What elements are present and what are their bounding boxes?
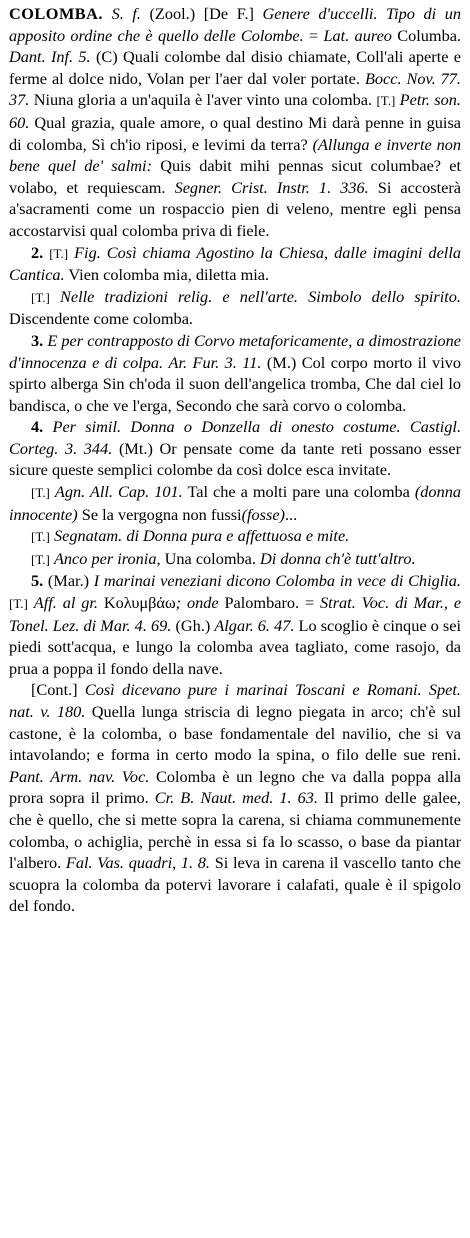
- quotation: Qual grazia, quale amore, o qual destino Mi darà penne in guisa di colomba, Sì ch'io riposi, e levimi da terra?: [9, 112, 462, 154]
- citation: Cr. B. Naut. med. 1. 63.: [154, 788, 318, 808]
- quotation: Discendente come colomba.: [9, 309, 193, 329]
- definition: Genere d'uccelli. Tipo di un apposito ordine che è quello delle Colombe.: [9, 4, 461, 45]
- citation: Dant. Inf. 5.: [9, 47, 91, 67]
- quotation: Si accosterà a'sacramenti come un rospaccio pien di veleno, mentre egli pensa accostarvisi qual colomba priva di fiele.: [9, 177, 461, 240]
- usage-label: Fig.: [74, 242, 101, 262]
- source-ref: [De F.]: [203, 4, 254, 23]
- citation: Strat. Voc. di Mar., e Tonel. Lez. di Mar. 4. 69.: [9, 593, 462, 635]
- domain-label: (Mar.): [47, 571, 90, 591]
- citation-tag: [T.]: [376, 93, 396, 109]
- gloss: (fosse): [241, 504, 285, 524]
- sense-4: [9, 416, 461, 481]
- quotation: Quella lunga striscia di legno piegata in arco; ch'è sul castone, è la colomba, o base fondamentale del navilio, che si va intavolando; e forma in certo modo la spina, o filo delle sue reni.: [9, 702, 461, 765]
- grammar-label: S. f.: [111, 4, 141, 23]
- sense-number: 3.: [31, 330, 44, 350]
- definition: I marinai veneziani dicono Colomba in vece di Chiglia.: [93, 571, 461, 591]
- quotation: Vien colomba mia, diletta mia.: [68, 265, 270, 285]
- latin-word: Columba.: [397, 25, 461, 45]
- sense-5: [9, 570, 461, 679]
- citation-tag: [T.]: [49, 245, 69, 261]
- citation: Segner. Crist. Instr. 1. 336.: [174, 177, 369, 197]
- sense-number: 4.: [31, 417, 44, 437]
- citation-tag: (M.): [266, 352, 297, 372]
- quotation: Lo scoglio è cinque o sei piedi sott'acqua, e lungo la colomba avea tagliato, come rasojo, da prua a poppa il fondo della nave.: [9, 615, 461, 678]
- sense-2: [9, 242, 461, 286]
- sense-number: 5.: [31, 571, 44, 591]
- headword: COLOMBA.: [9, 4, 104, 23]
- related-word: Palombaro.: [224, 593, 300, 613]
- equals-sign: =: [309, 25, 319, 45]
- citation: Spet. nat. v. 180.: [9, 680, 461, 721]
- quotation: Colomba è un legno che va dalla poppa alla prora sopra il primo.: [9, 766, 462, 808]
- citation-tag: [T.]: [9, 596, 28, 612]
- quotation: Or pensate come da tante reti possano esser sicure queste semplici colombe da così dolce esca invitate.: [9, 438, 461, 480]
- citation: Petr. son. 60.: [9, 90, 461, 132]
- citation-tag: [T.]: [31, 551, 50, 567]
- gloss: (donna innocente): [9, 482, 461, 524]
- definition: Per simil. Donna o Donzella di onesto costume.: [52, 417, 401, 437]
- latin-label: Lat. aureo: [323, 25, 392, 45]
- citation: Pant. Arm. nav. Voc.: [9, 766, 150, 786]
- greek-word: Κολυμβάω: [103, 593, 176, 613]
- definition: Così chiama Agostino la Chiesa, dalle imagini della Cantica.: [9, 242, 461, 285]
- citation-tag: [T.]: [31, 529, 50, 545]
- quotation: Il primo delle galee, che è quello, che si mette sopra la carena, si chiama communemente colomba, o achiglia, perchè in essa si fa lo scasso, o base da piantar l'albero.: [9, 788, 461, 873]
- definition: Di donna ch'è tutt'altro.: [260, 548, 416, 568]
- citation: Castigl. Corteg. 3. 344.: [9, 417, 462, 458]
- definition: Anco per ironia,: [53, 548, 161, 568]
- sense-2-sub: [9, 286, 461, 330]
- citation: Bocc. Nov. 77. 37.: [9, 68, 461, 110]
- sense-number: 2.: [31, 242, 44, 262]
- quotation: Una colomba.: [164, 548, 256, 568]
- ellipsis: ...: [284, 504, 298, 524]
- citation-tag: (Mt.): [118, 438, 153, 458]
- citation: Agn. All. Cap. 101.: [54, 482, 183, 502]
- sense-4-sub-a: [9, 481, 461, 525]
- domain-label: (Zool.): [149, 4, 196, 23]
- definition: Nelle tradizioni relig. e nell'arte. Simbolo dello spirito.: [60, 286, 461, 306]
- etymology: Aff. al gr.: [33, 593, 98, 613]
- definition: Così dicevano pure i marinai Toscani e Romani.: [84, 680, 422, 700]
- quotation: Tal che a molti pare una colomba: [187, 482, 410, 502]
- sense-4-sub-c: [9, 548, 461, 571]
- quotation: Se la vergogna non fussi: [81, 504, 242, 524]
- sense-5-continued: [9, 679, 461, 917]
- definition: Segnatam. di Donna pura e affettuosa e mite.: [53, 526, 350, 546]
- quotation: Niuna gloria a un'aquila è l'aver vinto una colomba.: [33, 90, 373, 110]
- quotation: Si leva in carena il vascello tanto che scuopra la colomba da potervi lavorare i calafati, quale è il spigolo del fondo.: [9, 853, 461, 916]
- citation-tag: [T.]: [31, 289, 50, 305]
- citation-tag: (Gh.): [175, 615, 211, 635]
- citation-tag: (C): [95, 47, 118, 67]
- quotation: Quis dabit mihi pennas sicut columbae? et volabo, et requiescam.: [9, 156, 462, 197]
- equals-sign: =: [304, 593, 315, 613]
- citation-tag: [Cont.]: [31, 680, 78, 700]
- citation: Ar. Fur. 3. 11.: [168, 352, 262, 372]
- definition: E per contrapposto di Corvo metaforicamente, a dimostrazione d'innocenza e di colpa.: [9, 330, 461, 372]
- quotation: Quali colombe dal disio chiamate, Coll'ali aperte e ferme al dolce nido, Volan per l'aer dal voler portate.: [9, 47, 461, 88]
- sense-3: [9, 330, 461, 416]
- citation: Algar. 6. 47.: [214, 615, 295, 635]
- etymology: ; onde: [175, 593, 219, 613]
- citation: Fal. Vas. quadri, 1. 8.: [65, 853, 211, 873]
- citation-tag: [T.]: [31, 485, 50, 501]
- quotation: Col corpo morto il vivo spirto alberga Sin ch'oda il suon dell'angelica tromba, Che dal ciel lo bandisca, o che ve l'erga, Secondo che sarà corvo o colomba.: [9, 352, 462, 415]
- entry-colomba: [9, 3, 461, 242]
- sense-4-sub-b: [9, 525, 461, 548]
- editor-note: (Allunga e inverte non bene quel de' salmi:: [9, 134, 461, 176]
